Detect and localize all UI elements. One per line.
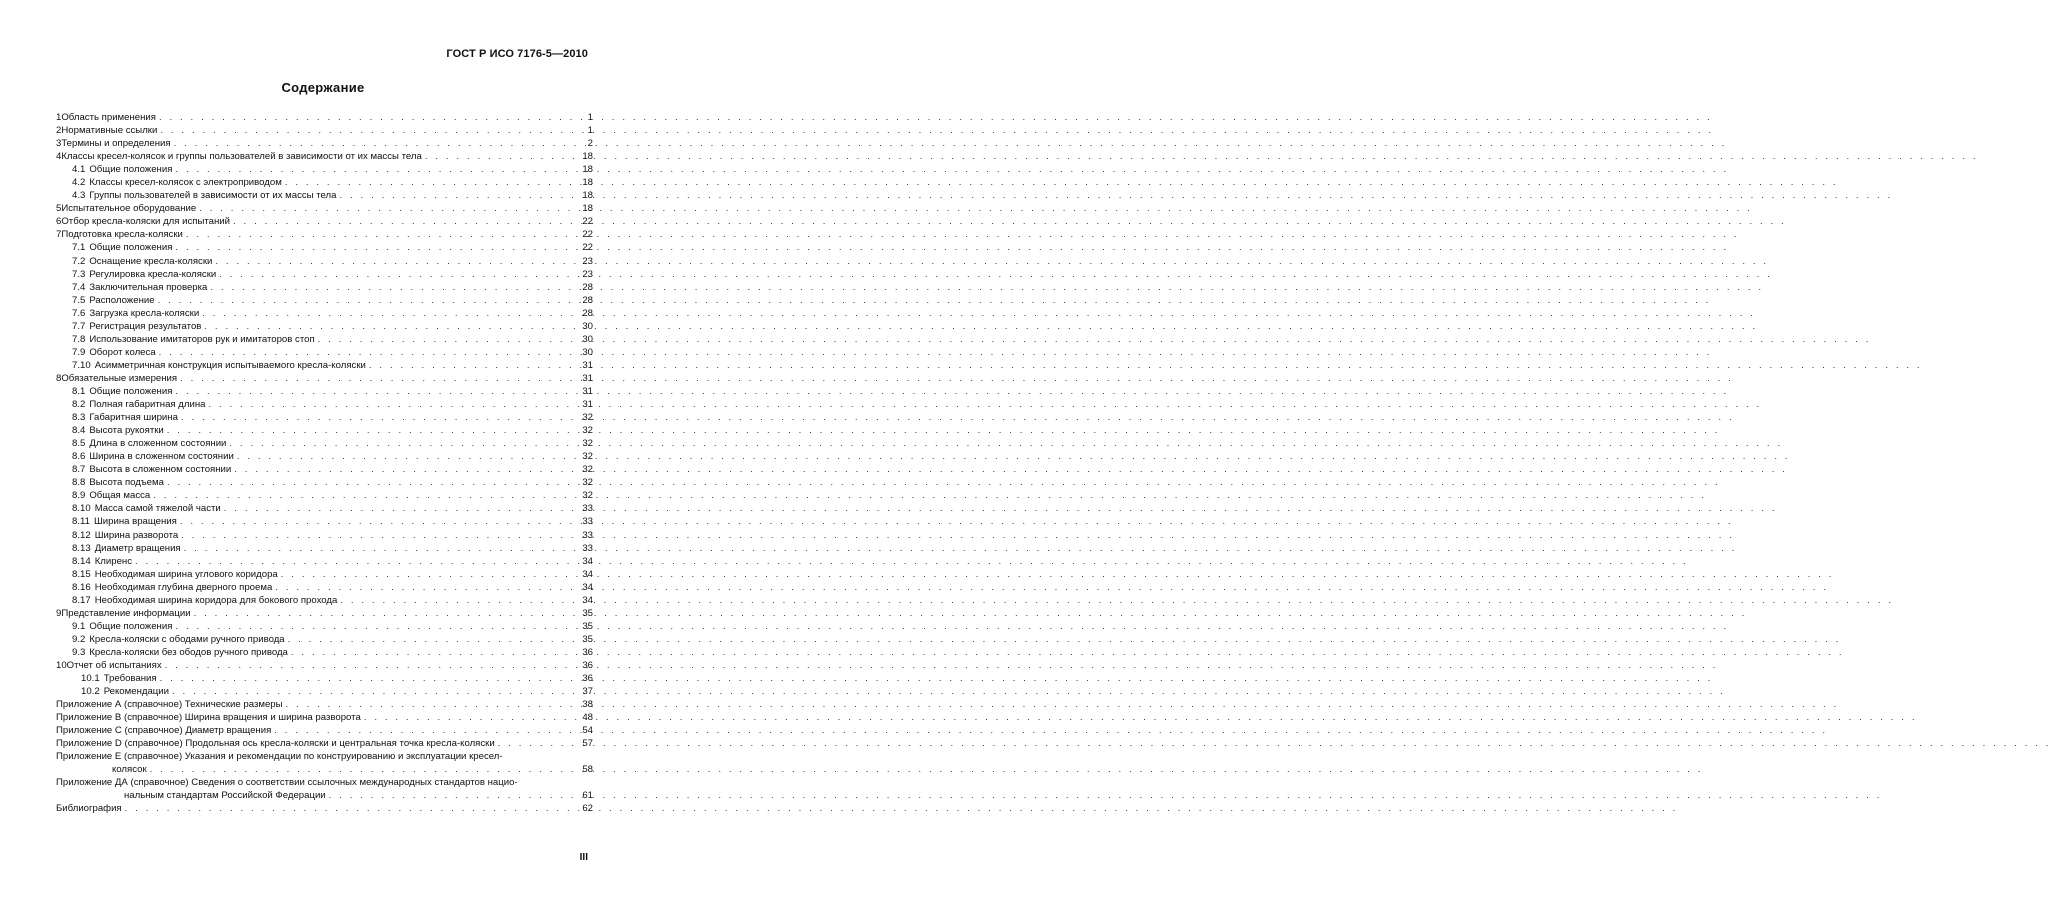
toc-entry[interactable] bbox=[56, 750, 593, 763]
toc-entry-number: 7.2 bbox=[72, 255, 86, 267]
toc-entry-number: 8.16 bbox=[72, 581, 91, 593]
toc-entry-title: Оборот колеса bbox=[89, 346, 156, 358]
dot-leader bbox=[153, 489, 578, 502]
toc-entry[interactable] bbox=[56, 202, 593, 215]
toc-entry[interactable] bbox=[56, 502, 593, 515]
toc-entry-page: 32 bbox=[582, 425, 593, 437]
dot-leader bbox=[288, 633, 578, 646]
toc-entry-page: 38 bbox=[582, 699, 593, 711]
toc-entry-number: 8.17 bbox=[72, 594, 91, 606]
toc-entry-page: 34 bbox=[582, 568, 593, 580]
toc-entry[interactable] bbox=[56, 176, 593, 189]
toc-entry-page: 30 bbox=[582, 333, 593, 345]
dot-leader bbox=[175, 241, 578, 254]
toc-entry[interactable] bbox=[56, 789, 593, 802]
dot-leader bbox=[180, 515, 578, 528]
toc-entry-number: 4 bbox=[56, 151, 62, 163]
toc-entry-number: 7.6 bbox=[72, 307, 86, 319]
dot-leader bbox=[318, 333, 578, 346]
toc-entry-number: 8.13 bbox=[72, 542, 91, 554]
toc-entry[interactable] bbox=[56, 124, 593, 137]
toc-entry-title: Рекомендации bbox=[103, 686, 170, 698]
dot-leader bbox=[150, 763, 578, 776]
toc-entry[interactable] bbox=[56, 150, 593, 163]
toc-entry-title: Приложение А (справочное) Технические размеры bbox=[56, 699, 283, 711]
toc-entry-page: 23 bbox=[582, 255, 593, 267]
toc-entry[interactable] bbox=[56, 333, 593, 346]
toc-entry-title: нальным стандартам Российской Федерации bbox=[124, 790, 326, 802]
toc-entry-title: Кресла-коляски с ободами ручного привода bbox=[89, 633, 285, 645]
dot-leader bbox=[180, 372, 578, 385]
dot-leader bbox=[135, 555, 578, 568]
toc-entry-title: Нормативные ссылки bbox=[61, 125, 158, 137]
toc-entry-number: 8.3 bbox=[72, 412, 86, 424]
toc-entry-number: 7.9 bbox=[72, 346, 86, 358]
toc-entry[interactable] bbox=[56, 424, 593, 437]
toc-entry-title: Приложение ДА (справочное) Сведения о соответствии ссылочных международных стандартов нацио- bbox=[56, 777, 518, 789]
toc-entry-number: 9.1 bbox=[72, 620, 86, 632]
toc-entry-page: 22 bbox=[582, 216, 593, 228]
toc-entry[interactable] bbox=[56, 268, 593, 281]
toc-entry[interactable] bbox=[56, 594, 593, 607]
toc-entry[interactable] bbox=[56, 307, 593, 320]
toc-entry[interactable] bbox=[56, 463, 593, 476]
toc-entry-page: 18 bbox=[582, 164, 593, 176]
toc-entry-number: 8.11 bbox=[72, 516, 90, 528]
toc-entry-page: 1 bbox=[587, 125, 593, 137]
toc-entry-number: 8.15 bbox=[72, 568, 91, 580]
toc-entry-page: 33 bbox=[582, 529, 593, 541]
toc-entry-title: Асимметричная конструкция испытываемого кресла-коляски bbox=[94, 359, 366, 371]
toc-entry-page: 23 bbox=[582, 268, 593, 280]
toc-entry-title: Приложение В (справочное) Ширина вращения и ширина разворота bbox=[56, 712, 361, 724]
toc-entry-page: 32 bbox=[582, 477, 593, 489]
toc-entry[interactable] bbox=[56, 163, 593, 176]
dot-leader bbox=[215, 255, 578, 268]
toc-entry-number: 4.2 bbox=[72, 177, 86, 189]
dot-leader bbox=[369, 359, 578, 372]
toc-entry-page: 36 bbox=[582, 659, 593, 671]
toc-entry-title: Высота рукоятки bbox=[89, 425, 164, 437]
toc-entry-title: Испытательное оборудование bbox=[61, 203, 197, 215]
toc-entry-title: Регистрация результатов bbox=[89, 320, 202, 332]
toc-entry-page: 18 bbox=[582, 177, 593, 189]
toc-entry-title: Заключительная проверка bbox=[89, 281, 208, 293]
dot-leader bbox=[219, 268, 578, 281]
dot-leader bbox=[204, 320, 578, 333]
toc-entry-number: 7.5 bbox=[72, 294, 86, 306]
dot-leader bbox=[208, 398, 578, 411]
toc-entry-title: Необходимая ширина углового коридора bbox=[94, 568, 278, 580]
toc-entry-page: 28 bbox=[582, 281, 593, 293]
dot-leader bbox=[364, 711, 578, 724]
toc-entry[interactable] bbox=[56, 529, 593, 542]
toc-entry[interactable] bbox=[56, 581, 593, 594]
toc-entry-page: 36 bbox=[582, 646, 593, 658]
toc-entry-page: 33 bbox=[582, 542, 593, 554]
toc-entry-title: Область применения bbox=[61, 112, 156, 123]
toc-entry-number: 7.1 bbox=[72, 242, 86, 254]
toc-entry-page: 34 bbox=[582, 594, 593, 606]
toc-entry-title: Общие положения bbox=[89, 385, 173, 397]
dot-leader bbox=[286, 698, 578, 711]
toc-entry-page: 31 bbox=[582, 372, 593, 384]
dot-leader bbox=[199, 202, 578, 215]
dot-leader bbox=[167, 476, 578, 489]
toc-entry[interactable] bbox=[56, 659, 593, 672]
dot-leader bbox=[184, 542, 578, 555]
toc-entry-title: Длина в сложенном состоянии bbox=[89, 438, 227, 450]
toc-entry[interactable] bbox=[56, 476, 593, 489]
toc-entry-page: 32 bbox=[582, 464, 593, 476]
toc-entry-number: 8.4 bbox=[72, 425, 86, 437]
toc-entry-page: 18 bbox=[582, 190, 593, 202]
toc-entry[interactable] bbox=[56, 450, 593, 463]
toc-entry-number: 7.4 bbox=[72, 281, 86, 293]
toc-entry-title: Клиренс bbox=[94, 555, 132, 567]
toc-entry-page: 35 bbox=[582, 607, 593, 619]
dot-leader bbox=[234, 463, 578, 476]
dot-leader bbox=[165, 659, 578, 672]
toc-entry-number: 8.10 bbox=[72, 503, 91, 515]
toc-entry[interactable] bbox=[56, 137, 593, 150]
dot-leader bbox=[158, 294, 578, 307]
page-title: Содержание bbox=[281, 80, 365, 95]
toc-entry-title: Кресла-коляски без ободов ручного привода bbox=[89, 646, 288, 658]
toc-entry[interactable] bbox=[56, 281, 593, 294]
toc-entry-title: Обязательные измерения bbox=[61, 372, 178, 384]
toc-entry-page: 30 bbox=[582, 346, 593, 358]
toc-entry[interactable] bbox=[56, 685, 593, 698]
toc-entry[interactable] bbox=[56, 320, 593, 333]
toc-entry[interactable] bbox=[56, 215, 593, 228]
toc-entry-title: Ширина в сложенном состоянии bbox=[89, 451, 234, 463]
dot-leader bbox=[233, 215, 578, 228]
toc-entry-title: Термины и определения bbox=[61, 138, 171, 150]
dot-leader bbox=[181, 529, 578, 542]
toc-entry-title: Приложение С (справочное) Диаметр вращения bbox=[56, 725, 272, 737]
toc-entry-title: Высота в сложенном состоянии bbox=[89, 464, 232, 476]
toc-entry-title: Высота подъема bbox=[89, 477, 164, 489]
toc-entry-number: 7.10 bbox=[72, 359, 91, 371]
toc-entry[interactable] bbox=[56, 607, 593, 620]
toc-entry-title: Классы кресел-колясок с электроприводом bbox=[89, 177, 282, 189]
toc-entry[interactable] bbox=[56, 620, 593, 633]
toc-entry-title: Расположение bbox=[89, 294, 155, 306]
toc-entry[interactable] bbox=[56, 346, 593, 359]
toc-entry[interactable] bbox=[56, 241, 593, 254]
toc-entry-title: Масса самой тяжелой части bbox=[94, 503, 221, 515]
toc-entry-number: 8.8 bbox=[72, 477, 86, 489]
toc-entry-number: 10 bbox=[56, 659, 67, 671]
toc-entry-number: 3 bbox=[56, 138, 62, 150]
toc-entry[interactable] bbox=[56, 255, 593, 268]
dot-leader bbox=[160, 124, 578, 137]
toc-entry-title: Требования bbox=[103, 673, 157, 685]
toc-entry[interactable] bbox=[56, 633, 593, 646]
toc-entry-page: 31 bbox=[582, 359, 593, 371]
toc-entry-page: 33 bbox=[582, 503, 593, 515]
toc-entry-number: 4.1 bbox=[72, 164, 86, 176]
toc-entry[interactable] bbox=[56, 385, 593, 398]
toc-entry[interactable] bbox=[56, 711, 593, 724]
toc-entry-number: 8.9 bbox=[72, 490, 86, 502]
toc-entry-page: 31 bbox=[582, 385, 593, 397]
toc-entry-page: 22 bbox=[582, 242, 593, 254]
toc-entry[interactable] bbox=[56, 776, 593, 789]
toc-entry-number: 8.2 bbox=[72, 399, 86, 411]
dot-leader bbox=[274, 724, 578, 737]
toc-entry-number: 8.1 bbox=[72, 385, 86, 397]
toc-entry-number: 8.7 bbox=[72, 464, 86, 476]
toc-entry-number: 7.7 bbox=[72, 320, 86, 332]
toc-entry-number: 8.6 bbox=[72, 451, 86, 463]
toc-entry-number: 8.14 bbox=[72, 555, 91, 567]
toc-entry-page: 32 bbox=[582, 451, 593, 463]
toc-entry-title: Загрузка кресла-коляски bbox=[89, 307, 200, 319]
dot-leader bbox=[229, 437, 578, 450]
table-of-contents bbox=[56, 111, 593, 816]
toc-entry-number: 5 bbox=[56, 203, 62, 215]
dot-leader bbox=[237, 450, 578, 463]
toc-entry[interactable] bbox=[56, 189, 593, 202]
toc-entry-page: 34 bbox=[582, 555, 593, 567]
dot-leader bbox=[210, 281, 578, 294]
toc-entry-number: 8.12 bbox=[72, 529, 91, 541]
dot-leader bbox=[159, 346, 578, 359]
toc-entry-title: Полная габаритная длина bbox=[89, 399, 206, 411]
toc-entry-title: Необходимая ширина коридора для бокового прохода bbox=[94, 594, 338, 606]
toc-entry-title: Отбор кресла-коляски для испытаний bbox=[61, 216, 231, 228]
toc-entry[interactable] bbox=[56, 763, 593, 776]
toc-entry-title: Группы пользователей в зависимости от их массы тела bbox=[89, 190, 337, 202]
dot-leader bbox=[125, 802, 578, 815]
toc-entry-title: Габаритная ширина bbox=[89, 412, 178, 424]
toc-entry-page: 31 bbox=[582, 399, 593, 411]
toc-entry-page: 2 bbox=[587, 138, 593, 150]
dot-leader bbox=[194, 607, 578, 620]
toc-entry[interactable] bbox=[56, 724, 593, 737]
dot-leader bbox=[175, 620, 578, 633]
toc-entry-page: 57 bbox=[582, 738, 593, 750]
toc-entry-page: 62 bbox=[582, 803, 593, 815]
toc-entry-number: 7 bbox=[56, 229, 62, 241]
toc-entry-page: 36 bbox=[582, 673, 593, 685]
toc-entry-number: 7.3 bbox=[72, 268, 86, 280]
dot-leader bbox=[167, 424, 578, 437]
dot-leader bbox=[160, 672, 578, 685]
toc-entry-title: Общие положения bbox=[89, 242, 173, 254]
toc-entry-title: Общие положения bbox=[89, 620, 173, 632]
dot-leader bbox=[181, 411, 578, 424]
toc-entry[interactable] bbox=[56, 411, 593, 424]
toc-entry-number: 2 bbox=[56, 125, 62, 137]
dot-leader bbox=[174, 137, 578, 150]
dot-leader bbox=[281, 568, 578, 581]
toc-entry-title: Ширина вращения bbox=[93, 516, 177, 528]
dot-leader bbox=[175, 385, 578, 398]
toc-entry[interactable] bbox=[56, 489, 593, 502]
toc-entry[interactable] bbox=[56, 515, 593, 528]
toc-entry-number: 8 bbox=[56, 372, 62, 384]
toc-entry-page: 34 bbox=[582, 581, 593, 593]
dot-leader bbox=[202, 307, 578, 320]
toc-entry-title: Отчет об испытаниях bbox=[66, 659, 162, 671]
toc-entry-number: 10.2 bbox=[81, 686, 100, 698]
toc-entry-page: 22 bbox=[582, 229, 593, 241]
dot-leader bbox=[339, 189, 578, 202]
toc-entry-page: 28 bbox=[582, 307, 593, 319]
toc-entry-title: Использование имитаторов рук и имитаторов стоп bbox=[89, 333, 315, 345]
toc-entry-number: 8.5 bbox=[72, 438, 86, 450]
toc-entry[interactable] bbox=[56, 437, 593, 450]
dot-leader bbox=[275, 581, 578, 594]
toc-entry[interactable] bbox=[56, 398, 593, 411]
toc-entry-title: Диаметр вращения bbox=[94, 542, 181, 554]
dot-leader bbox=[159, 111, 578, 124]
toc-entry-page: 32 bbox=[582, 438, 593, 450]
toc-entry[interactable] bbox=[56, 737, 593, 750]
toc-entry[interactable] bbox=[56, 542, 593, 555]
toc-entry-page: 1 bbox=[587, 112, 593, 123]
dot-leader bbox=[285, 176, 578, 189]
toc-entry-title: Представление информации bbox=[61, 607, 191, 619]
toc-entry-page: 61 bbox=[582, 790, 593, 802]
toc-entry-page: 35 bbox=[582, 620, 593, 632]
toc-entry[interactable] bbox=[56, 555, 593, 568]
toc-entry-page: 35 bbox=[582, 633, 593, 645]
toc-entry-number: 9.2 bbox=[72, 633, 86, 645]
dot-leader bbox=[425, 150, 578, 163]
toc-entry[interactable] bbox=[56, 228, 593, 241]
toc-entry[interactable] bbox=[56, 802, 593, 815]
toc-entry-page: 33 bbox=[582, 516, 593, 528]
toc-entry-title: Классы кресел-колясок и группы пользователей в зависимости от их массы тела bbox=[61, 151, 422, 163]
toc-entry-title: Оснащение кресла-коляски bbox=[89, 255, 213, 267]
toc-entry-number: 1 bbox=[56, 112, 62, 123]
toc-entry-title: Необходимая глубина дверного проема bbox=[94, 581, 273, 593]
dot-leader bbox=[224, 502, 578, 515]
toc-entry-page: 32 bbox=[582, 490, 593, 502]
dot-leader bbox=[498, 737, 578, 750]
toc-entry-title: Приложение Е (справочное) Указания и рекомендации по конструированию и эксплуатации кресел- bbox=[56, 751, 503, 763]
toc-entry[interactable] bbox=[56, 111, 593, 124]
toc-entry[interactable] bbox=[56, 372, 593, 385]
toc-entry-title: Общие положения bbox=[89, 164, 173, 176]
toc-entry-title: колясок bbox=[112, 764, 147, 776]
toc-entry-page: 54 bbox=[582, 725, 593, 737]
toc-entry[interactable] bbox=[56, 294, 593, 307]
dot-leader bbox=[340, 594, 578, 607]
toc-entry-page: 37 bbox=[582, 686, 593, 698]
toc-entry[interactable] bbox=[56, 672, 593, 685]
toc-entry-number: 6 bbox=[56, 216, 62, 228]
toc-entry[interactable] bbox=[56, 359, 593, 372]
dot-leader bbox=[172, 685, 578, 698]
toc-entry-number: 9 bbox=[56, 607, 62, 619]
toc-entry-page: 58 bbox=[582, 764, 593, 776]
toc-entry-title: Регулировка кресла-коляски bbox=[89, 268, 217, 280]
toc-entry-number: 9.3 bbox=[72, 646, 86, 658]
toc-entry-title: Подготовка кресла-коляски bbox=[61, 229, 183, 241]
toc-entry[interactable] bbox=[56, 646, 593, 659]
dot-leader bbox=[186, 228, 578, 241]
toc-entry-page: 30 bbox=[582, 320, 593, 332]
toc-entry-number: 7.8 bbox=[72, 333, 86, 345]
document-code: ГОСТ Р ИСО 7176-5—2010 bbox=[446, 48, 588, 60]
page-number: III bbox=[579, 852, 588, 863]
dot-leader bbox=[329, 789, 578, 802]
toc-entry-page: 48 bbox=[582, 712, 593, 724]
dot-leader bbox=[175, 163, 578, 176]
toc-entry[interactable] bbox=[56, 568, 593, 581]
toc-entry-number: 4.3 bbox=[72, 190, 86, 202]
toc-entry-title: Общая масса bbox=[89, 490, 151, 502]
dot-leader bbox=[291, 646, 578, 659]
toc-entry[interactable] bbox=[56, 698, 593, 711]
toc-entry-title: Приложение D (справочное) Продольная ось кресла-коляски и центральная точка кресла-коляски bbox=[56, 738, 495, 750]
toc-entry-page: 28 bbox=[582, 294, 593, 306]
toc-entry-title: Ширина разворота bbox=[94, 529, 179, 541]
toc-entry-number: 10.1 bbox=[81, 673, 100, 685]
toc-entry-page: 18 bbox=[582, 203, 593, 215]
toc-entry-page: 18 bbox=[582, 151, 593, 163]
toc-entry-title: Библиография bbox=[56, 803, 122, 815]
toc-entry-page: 32 bbox=[582, 412, 593, 424]
